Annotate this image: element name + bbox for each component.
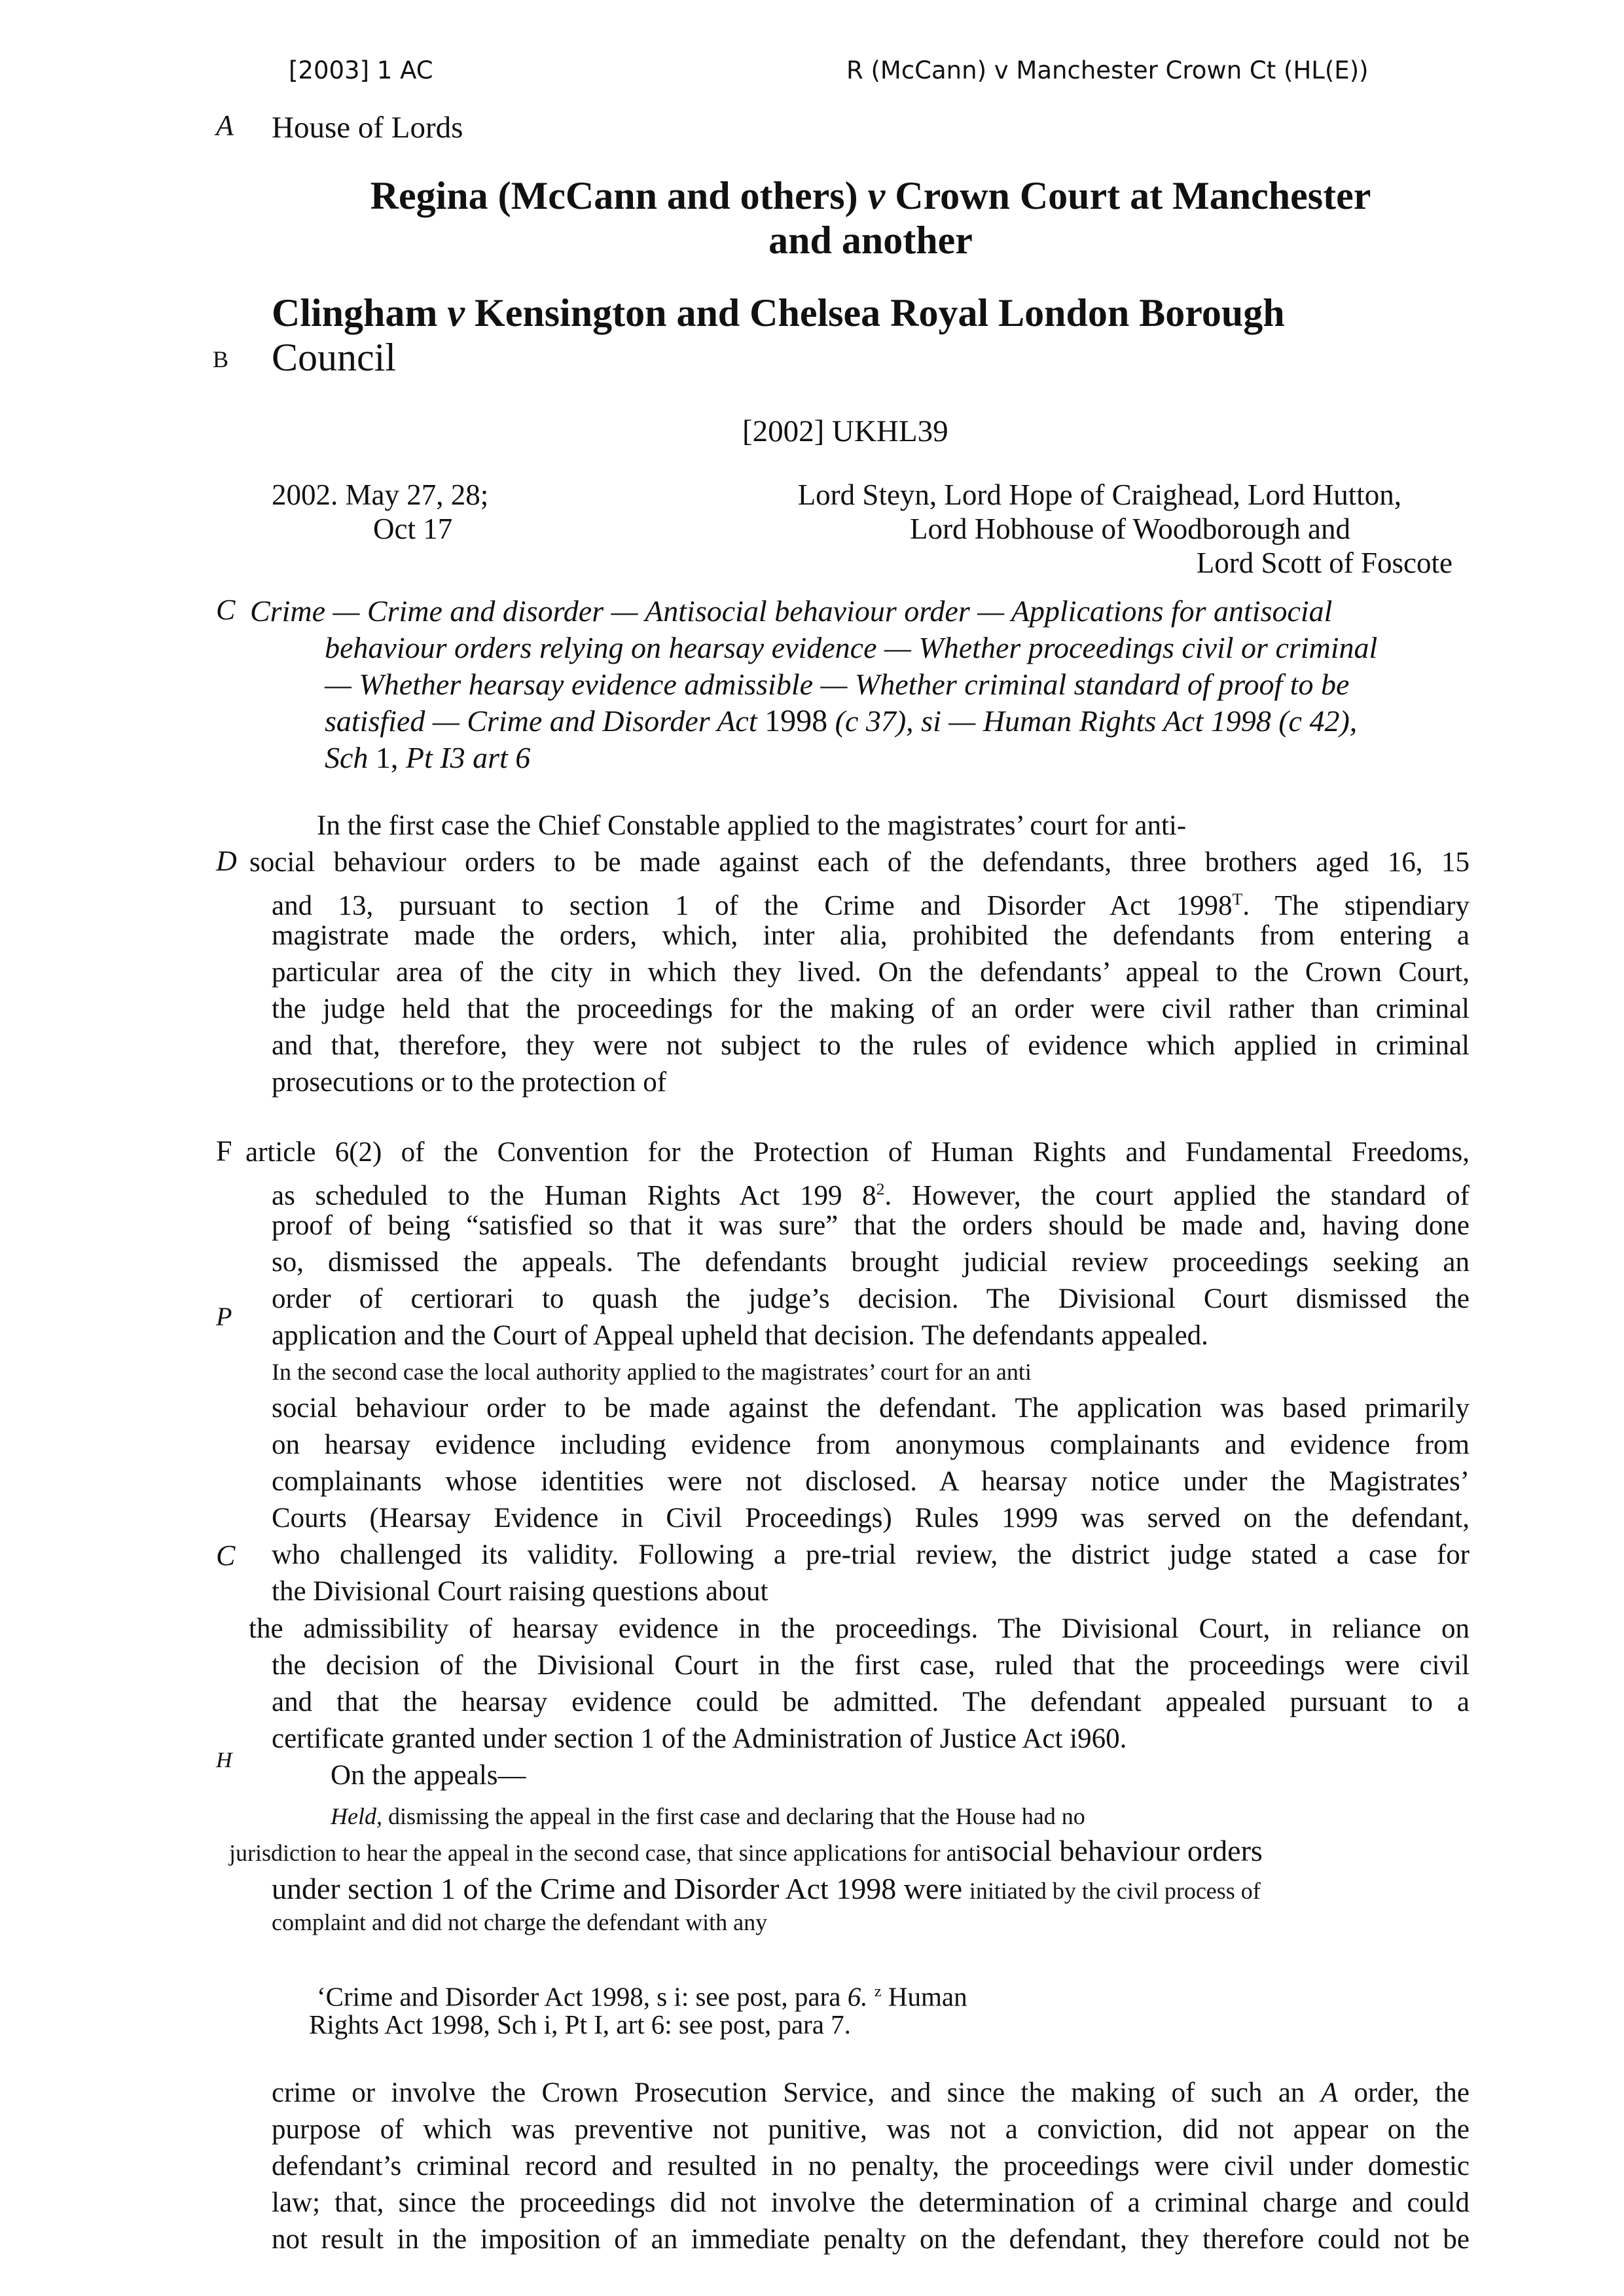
para5-line1b: A [1320, 2077, 1339, 2108]
margin-letter-b: B [213, 346, 229, 372]
footnote-line1a: ‘Crime and Disorder Act 1998, s i: see post, para [317, 1981, 841, 2012]
para3-line1: In the second case the local authority applied to the magistrates’ court for an anti [272, 1359, 1032, 1385]
title1-part1: Regina (McCann and others) [370, 174, 858, 217]
judges-line2: Lord Hobhouse of Woodborough and [910, 512, 1350, 545]
para5-line1a: crime or involve the Crown Prosecution Service, and since the making of such an [272, 2077, 1305, 2108]
margin-letter-a: A [216, 109, 234, 141]
para2-line4: so, dismissed the appeals. The defendants brought judicial review proceedings seeking an [272, 1247, 1470, 1278]
footnote-line1 [317, 1975, 967, 2013]
title2-part2: Kensington and Chelsea Royal London Borough [475, 291, 1285, 334]
footnote-line1c: z [874, 1982, 882, 2000]
para5-line1 [272, 2075, 1470, 2111]
para5-line1c: order, the [1354, 2077, 1470, 2108]
footnote-line1b: 6. [847, 1981, 868, 2012]
held-line3b: initiated by the civil process of [969, 1878, 1261, 1904]
hearing-date-line1: 2002. May 27, 28; [272, 478, 489, 511]
para4-line3: and that the hearsay evidence could be admitted. The defendant appealed pursuant to a [272, 1687, 1470, 1717]
para4-line5: On the appeals— [331, 1760, 526, 1791]
para1-line3a: and 13, pursuant to section 1 of the Crime and Disorder Act 1998 [272, 890, 1233, 922]
margin-letter-f: F [216, 1135, 232, 1167]
title2-part1: Clingham [272, 291, 438, 334]
held-line1-text: dismissing the appeal in the first case and declaring that the House had no [388, 1803, 1085, 1829]
judges-line3: Lord Scott of Foscote [1196, 547, 1453, 579]
para3-line4: complainants whose identities were not disclosed. A hearsay notice under the Magistrates’ [272, 1466, 1470, 1497]
para1-line8: prosecutions or to the protection of [272, 1067, 667, 1098]
para2-line6: application and the Court of Appeal upheld that decision. The defendants appealed. [272, 1320, 1208, 1351]
catchwords-line4a: satisfied — Crime and Disorder Act [325, 704, 757, 738]
title1-line2: and another [768, 219, 973, 262]
footnote-line1d: Human [888, 1981, 967, 2012]
para1-line4: magistrate made the orders, which, inter alia, prohibited the defendants from entering a [272, 920, 1470, 951]
para1-line7: and that, therefore, they were not subject to the rules of evidence which applied in criminal [272, 1030, 1470, 1061]
court-name: House of Lords [272, 111, 463, 145]
held-label: Held, [331, 1803, 382, 1829]
para3-line3: on hearsay evidence including evidence from anonymous complainants and evidence from [272, 1429, 1470, 1460]
para5-line3: defendant’s criminal record and resulted in no penalty, the proceedings were civil under domestic [272, 2151, 1470, 2181]
para2-line1: article 6(2) of the Convention for the Protection of Human Rights and Fundamental Freedoms, [245, 1137, 1470, 1168]
margin-letter-c2: C [216, 1539, 236, 1571]
para2-line2-sup: 2 [876, 1179, 885, 1198]
held-line1 [331, 1801, 1443, 1831]
title1-v: v [867, 174, 886, 217]
para5-line5: not result in the imposition of an immediate penalty on the defendant, they therefore could not be [272, 2224, 1470, 2255]
para2-line5: order of certiorari to quash the judge’s decision. The Divisional Court dismissed the [272, 1283, 1470, 1314]
held-line2 [229, 1833, 1473, 1871]
case-title-2 [272, 291, 1285, 380]
para1-line6: the judge held that the proceedings for the making of an order were civil rather than criminal [272, 994, 1470, 1024]
held-line2b: social behaviour orders [981, 1834, 1263, 1867]
para3-line6: who challenged its validity. Following a pre-trial review, the district judge stated a case for [272, 1539, 1470, 1570]
neutral-citation: [2002] UKHL39 [742, 414, 948, 448]
para4-line2: the decision of the Divisional Court in the first case, ruled that the proceedings were civil [272, 1650, 1470, 1681]
para1-line3b: . The stipendiary [1242, 890, 1470, 922]
catchwords-line5b: 1, [375, 741, 399, 774]
para1-line2: social behaviour orders to be made against each of the defendants, three brothers aged 16, 15 [249, 847, 1470, 878]
held-line2a: jurisdiction to hear the appeal in the second case, that since applications for anti [229, 1840, 982, 1866]
footnote-line2: Rights Act 1998, Sch i, Pt I, art 6: see post, para 7. [309, 2009, 851, 2039]
hearing-date-line2: Oct 17 [373, 512, 453, 545]
margin-letter-c: C [216, 594, 236, 626]
held-line3a: under section 1 of the Crime and Disorder Act 1998 were [272, 1872, 963, 1905]
para3-line5: Courts (Hearsay Evidence in Civil Proceedings) Rules 1999 was served on the defendant, [272, 1503, 1470, 1534]
catchwords-line5a: Sch [325, 741, 369, 774]
margin-letter-d: D [216, 845, 237, 877]
para1-line3-sup: T [1232, 889, 1243, 908]
margin-letter-h: H [216, 1748, 232, 1772]
para3-line7: the Divisional Court raising questions about [272, 1576, 768, 1607]
para5-line2: purpose of which was preventive not punitive, was not a conviction, did not appear on the [272, 2114, 1470, 2145]
para1-line5: particular area of the city in which they lived. On the defendants’ appeal to the Crown Court, [272, 957, 1470, 988]
running-header-left: [2003] 1 AC [289, 56, 433, 84]
catchwords-line3: — Whether hearsay evidence admissible — Whether criminal standard of proof to be [325, 668, 1350, 701]
held-line3 [272, 1871, 1470, 1909]
catchwords-line2: behaviour orders relying on hearsay evidence — Whether proceedings civil or criminal [325, 631, 1378, 664]
title2-v: v [447, 291, 465, 334]
para4-line1: the admissibility of hearsay evidence in the proceedings. The Divisional Court, in reliance on [249, 1613, 1470, 1644]
para2-line2b: . However, the court applied the standard of [884, 1180, 1470, 1211]
para2-line2a: as scheduled to the Human Rights Act 199 8 [272, 1180, 876, 1211]
held-line4: complaint and did not charge the defendant with any [272, 1909, 768, 1935]
case-title-1 [275, 173, 1466, 262]
title1-part2: Crown Court at Manchester [895, 174, 1371, 217]
para4-line4: certificate granted under section 1 of the Administration of Justice Act i960. [272, 1723, 1127, 1754]
title2-line2: Council [272, 336, 396, 379]
catchwords-line4 [325, 703, 1411, 740]
para3-line2: social behaviour order to be made against the defendant. The application was based primarily [272, 1393, 1470, 1424]
catchwords-line5c: Pt I3 art 6 [405, 741, 531, 774]
catchwords-line4c: (c 37), si — Human Rights Act 1998 (c 42), [835, 704, 1358, 738]
para2-line3: proof of being “satisfied so that it was sure” that the orders should be made and, having done [272, 1210, 1470, 1241]
judges-line1: Lord Steyn, Lord Hope of Craighead, Lord Hutton, [797, 478, 1401, 511]
catchwords-line5 [325, 740, 1411, 776]
catchwords-line4b: 1998 [765, 704, 828, 738]
para1-line1: In the first case the Chief Constable applied to the magistrates’ court for anti- [317, 810, 1187, 841]
para5-line4: law; that, since the proceedings did not involve the determination of a criminal charge and could [272, 2187, 1470, 2218]
catchwords-line1: Crime — Crime and disorder — Antisocial behaviour order — Applications for antisocial [250, 594, 1333, 628]
margin-letter-p: P [216, 1302, 232, 1331]
running-header-right: R (McCann) v Manchester Crown Ct (HL(E)) [846, 56, 1369, 84]
